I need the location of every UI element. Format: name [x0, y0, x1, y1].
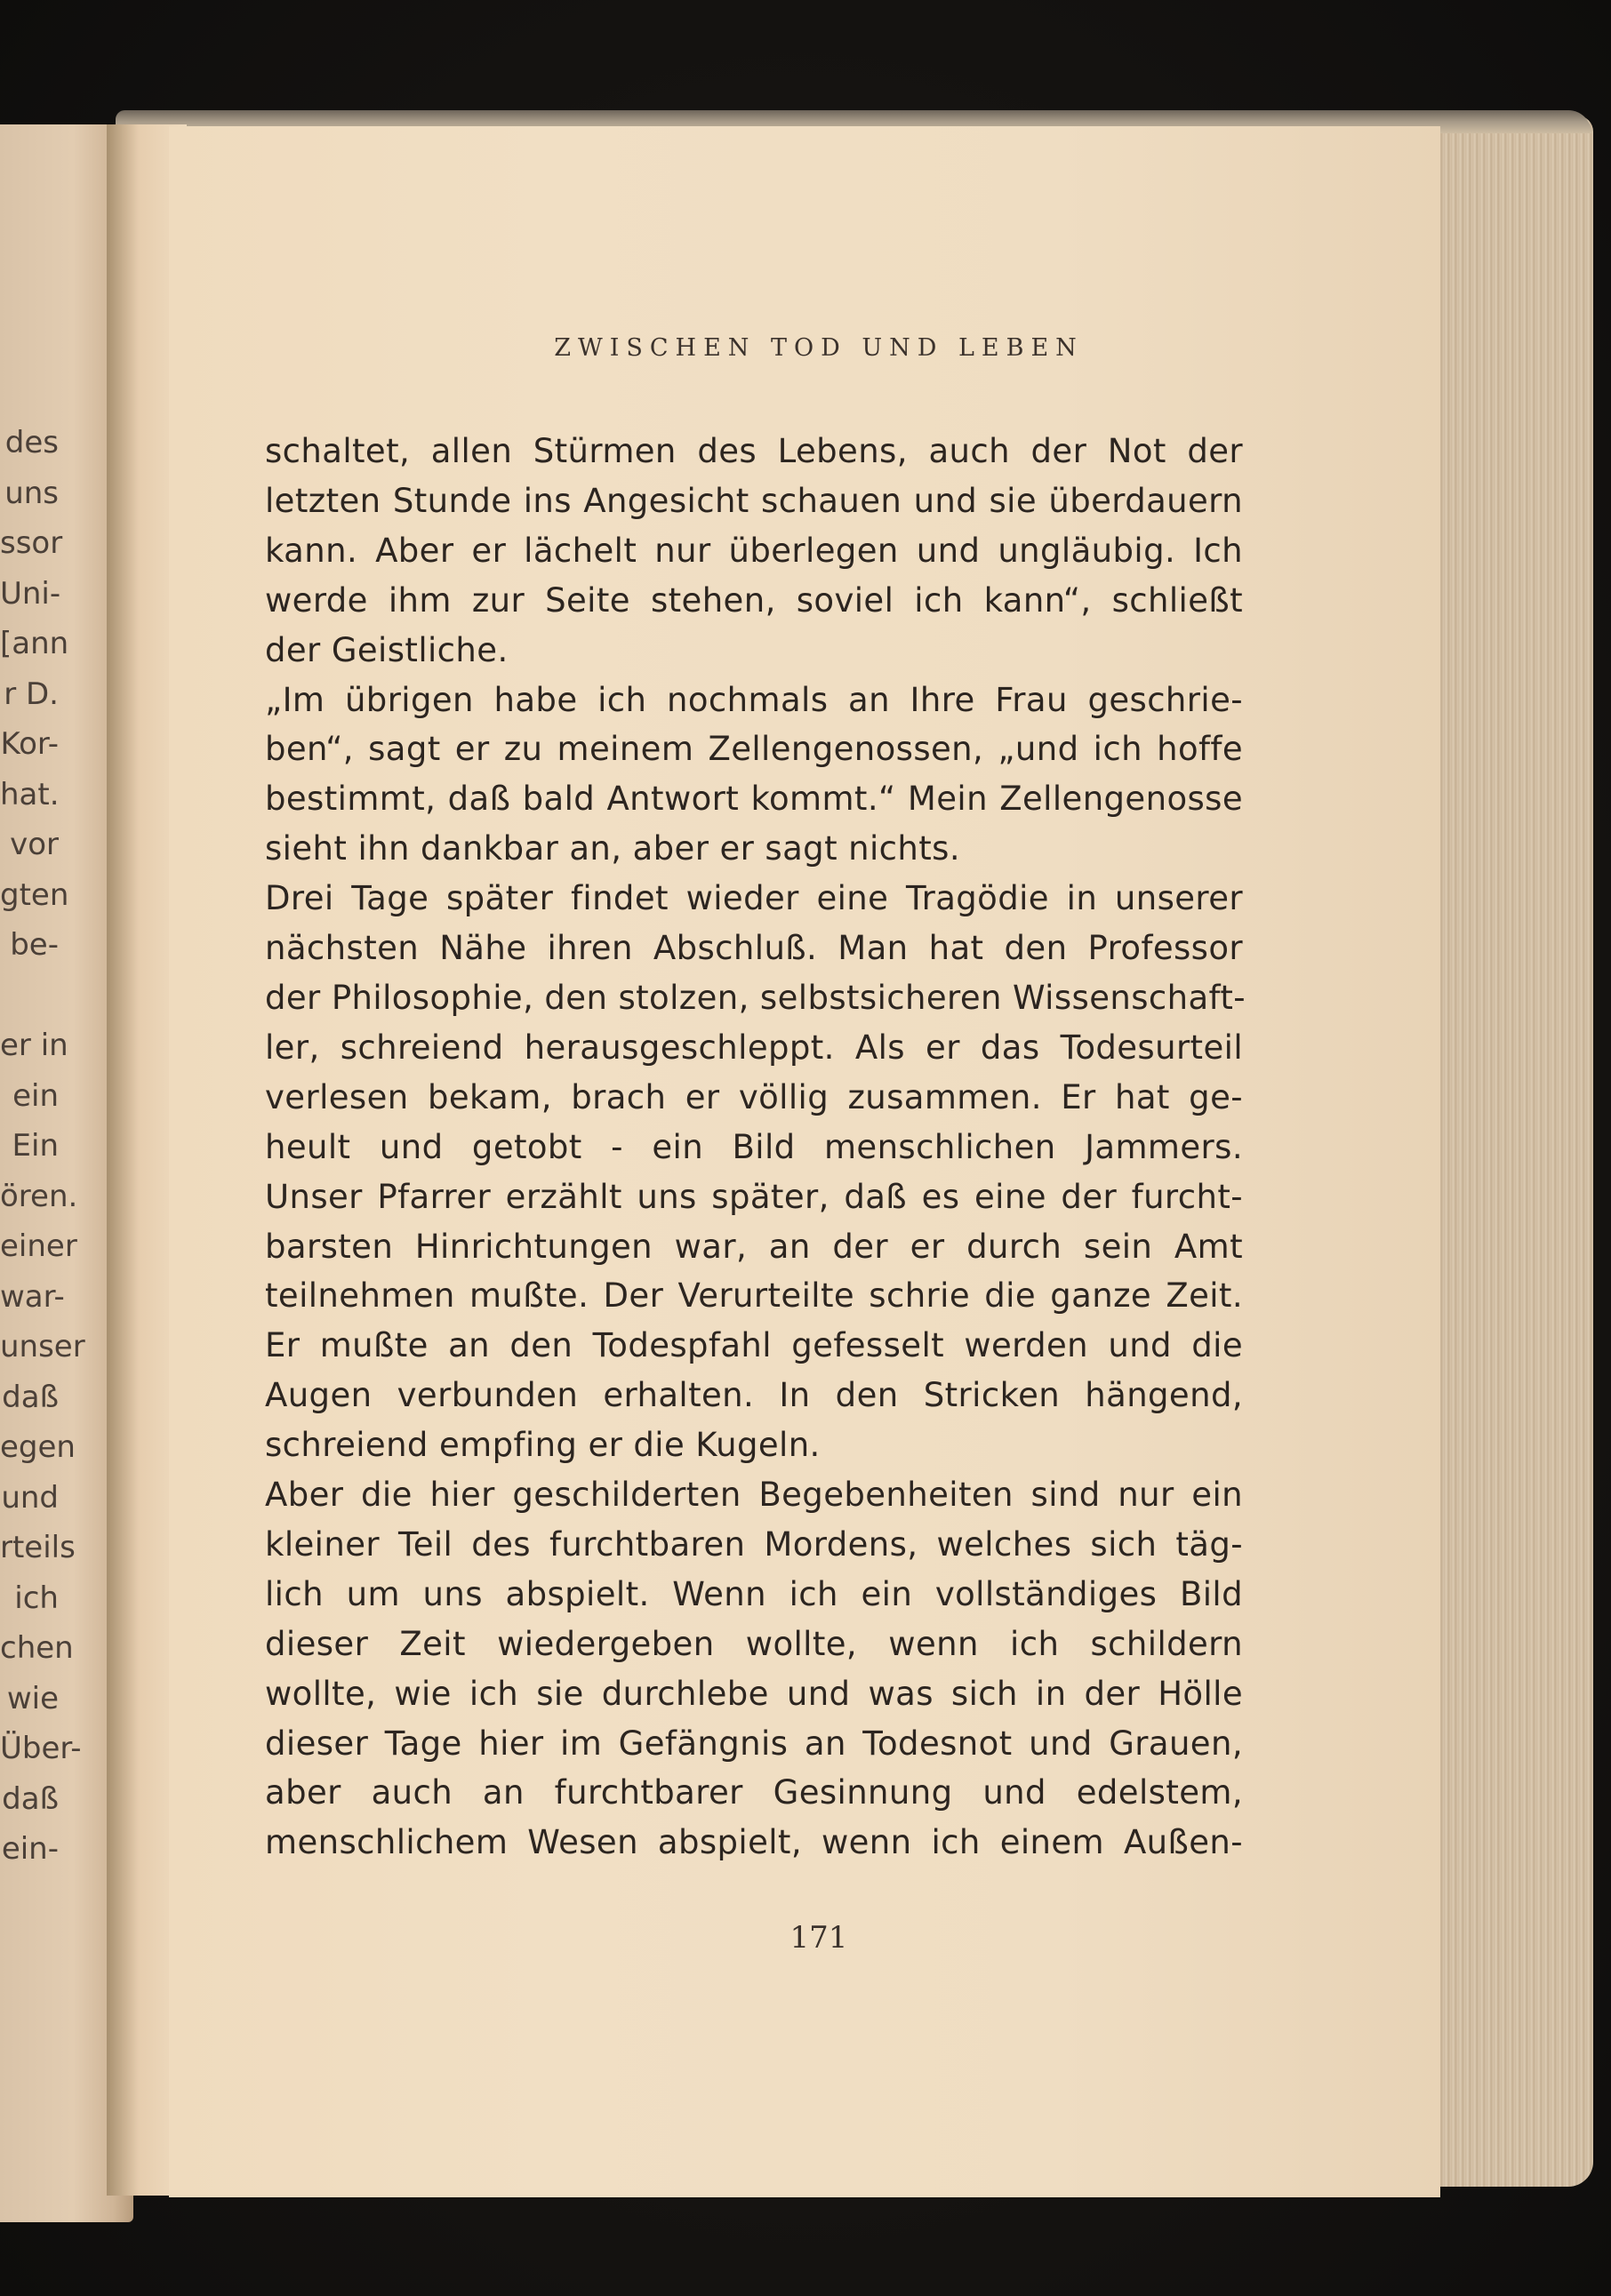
text-line: lich um uns abspielt. Wenn ich ein vollständiges Bild — [265, 1574, 1243, 1613]
previous-page-fragment: rteils — [0, 1530, 76, 1565]
text-line: dieser Zeit wiedergeben wollte, wenn ich schildern — [265, 1624, 1243, 1663]
text-line: menschlichem Wesen abspielt, wenn ich einem Außen- — [265, 1823, 1243, 1862]
text-line: werde ihm zur Seite stehen, soviel ich kann“, schließt — [265, 580, 1243, 620]
previous-page-fragment: gten — [0, 876, 69, 913]
text-line: Er mußte an den Todespfahl gefesselt werden und die — [265, 1326, 1243, 1365]
previous-page-fragment: uns — [4, 475, 59, 511]
text-line: der Philosophie, den stolzen, selbstsicheren Wissenschaft- — [265, 978, 1246, 1017]
text-line: kann. Aber er lächelt nur überlegen und ungläubig. Ich — [265, 531, 1243, 570]
previous-page-fragment: und — [1, 1479, 59, 1516]
page-number: 171 — [789, 1920, 848, 1956]
previous-page-fragment: ich — [14, 1580, 59, 1616]
previous-page-line-endings — [0, 418, 85, 1875]
previous-page-fragment: er in — [0, 1028, 68, 1063]
previous-page-fragment: Ein — [12, 1128, 59, 1164]
text-line: aber auch an furchtbarer Gesinnung und edelstem, — [265, 1773, 1243, 1812]
text-line: schreiend empfing er die Kugeln. — [265, 1426, 821, 1465]
text-line: sieht ihn dankbar an, aber er sagt nichts. — [265, 829, 961, 868]
previous-page-fragment — [0, 971, 59, 1021]
previous-page-fragment: unser — [0, 1329, 85, 1364]
previous-page-fragment: daß — [2, 1379, 59, 1415]
previous-page-fragment: wie — [6, 1680, 59, 1716]
previous-page-fragment: hat. — [0, 776, 60, 812]
previous-page-fragment: einer — [0, 1228, 77, 1264]
previous-page-fragment: be- — [10, 927, 59, 963]
body-text — [265, 427, 1246, 1868]
text-line: schaltet, allen Stürmen des Lebens, auch der Not der — [265, 432, 1243, 470]
page-stack-edge — [1423, 116, 1593, 2187]
text-line: Aber die hier geschilderten Begebenheiten sind nur ein — [265, 1476, 1243, 1515]
previous-page-fragment: ein- — [1, 1831, 59, 1867]
text-line: ben“, sagt er zu meinem Zellengenossen, „und ich hoffe — [265, 730, 1243, 769]
previous-page-fragment: war- — [0, 1278, 65, 1315]
text-line: dieser Tage hier im Gefängnis an Todesnot und Grauen, — [265, 1724, 1243, 1763]
text-line: barsten Hinrichtungen war, an der er durch sein Amt — [265, 1227, 1243, 1266]
previous-page-fragment: daß — [2, 1780, 59, 1817]
previous-page-fragment: Über- — [0, 1731, 82, 1766]
text-line: Augen verbunden erhalten. In den Stricken hängend, — [265, 1376, 1243, 1415]
text-line: verlesen bekam, brach er völlig zusammen. Er hat ge- — [265, 1077, 1243, 1116]
previous-page-fragment: ein — [12, 1077, 59, 1114]
previous-page-fragment: ssor — [0, 525, 63, 561]
text-line: heult und getobt - ein Bild menschlichen Jammers. — [265, 1127, 1243, 1166]
text-line: ler, schreiend herausgeschleppt. Als er das Todesurteil — [265, 1028, 1243, 1067]
previous-page-fragment: egen — [0, 1429, 76, 1465]
previous-page-fragment: Kor- — [0, 726, 59, 762]
text-line: teilnehmen mußte. Der Verurteilte schrie die ganze Zeit. — [265, 1276, 1243, 1316]
text-line: letzten Stunde ins Angesicht schauen und sie überdauern — [265, 481, 1243, 520]
text-line: Unser Pfarrer erzählt uns später, daß es eine der furcht- — [265, 1177, 1243, 1216]
text-line: „Im übrigen habe ich nochmals an Ihre Frau geschrie- — [265, 680, 1243, 719]
previous-page-fragment: vor — [10, 827, 59, 862]
text-line: der Geistliche. — [265, 630, 509, 669]
text-line: kleiner Teil des furchtbaren Mordens, welches sich täg- — [265, 1524, 1243, 1564]
previous-page-fragment: r D. — [4, 676, 59, 712]
previous-page-fragment: [ann — [0, 626, 69, 661]
previous-page-fragment: Uni- — [0, 575, 61, 612]
previous-page-fragment: des — [4, 425, 59, 460]
previous-page-fragment: ören. — [0, 1178, 78, 1214]
text-line: nächsten Nähe ihren Abschluß. Man hat den Professor — [265, 929, 1243, 968]
text-line: bestimmt, daß bald Antwort kommt.“ Mein Zellengenosse — [265, 780, 1243, 819]
running-head: ZWISCHEN TOD UND LEBEN — [554, 334, 1084, 362]
text-line: wollte, wie ich sie durchlebe und was sich in der Hölle — [265, 1674, 1243, 1713]
previous-page-fragment: chen — [0, 1630, 74, 1666]
text-line: Drei Tage später findet wieder eine Tragödie in unserer — [265, 879, 1243, 918]
